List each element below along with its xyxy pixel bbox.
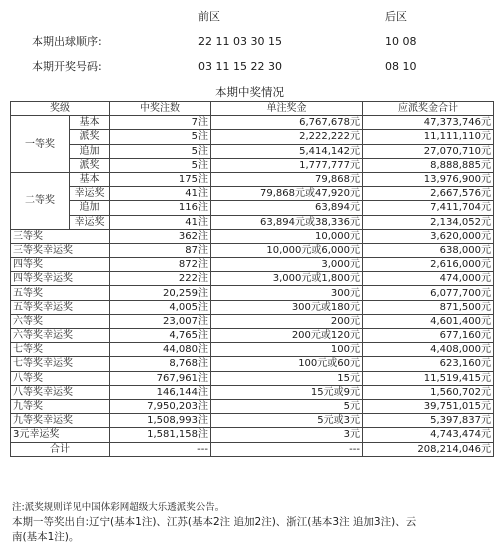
winner-count: 5注 [110, 144, 211, 158]
winner-count: 87注 [110, 243, 211, 257]
total-prize: 39,751,015元 [363, 399, 494, 413]
sub-level: 派奖 [70, 158, 110, 172]
total-prize: 4,601,400元 [363, 314, 494, 328]
front-zone-label: 前区 [198, 10, 220, 23]
total-prize: 4,743,474元 [363, 428, 494, 442]
unit-prize: 1,777,777元 [211, 158, 363, 172]
unit-prize: 300元 [211, 286, 363, 300]
total-prize: 871,500元 [363, 300, 494, 314]
winner-count: 41注 [110, 215, 211, 229]
prize-level: 六等奖 [11, 314, 110, 328]
prize-level: 九等奖 [11, 399, 110, 413]
sub-level: 追加 [70, 201, 110, 215]
total-prize: 3,620,000元 [363, 229, 494, 243]
table-row [11, 428, 494, 442]
table-row [11, 286, 494, 300]
unit-prize: --- [211, 442, 363, 456]
table-row [11, 187, 494, 201]
group-second-prize: 二等奖 [11, 172, 70, 229]
total-prize: 4,408,000元 [363, 343, 494, 357]
table-row [11, 414, 494, 428]
winner-count: 41注 [110, 187, 211, 201]
winner-count: 5注 [110, 130, 211, 144]
prize-level: 八等奖幸运奖 [11, 385, 110, 399]
first-prize-origin [12, 515, 492, 545]
unit-prize: 5元或3元 [211, 414, 363, 428]
table-row [11, 300, 494, 314]
group-first-prize: 一等奖 [11, 116, 70, 173]
column-header-count: 中奖注数 [110, 102, 211, 116]
first-prize-origin-line-2: 南(基本1注)。 [12, 531, 80, 543]
winner-count: 7,950,203注 [110, 399, 211, 413]
total-prize: 5,397,837元 [363, 414, 494, 428]
prize-level: 七等奖幸运奖 [11, 357, 110, 371]
unit-prize: 200元或120元 [211, 329, 363, 343]
back-zone-label: 后区 [385, 10, 407, 23]
column-header-prize: 单注奖金 [211, 102, 363, 116]
total-prize: 677,160元 [363, 329, 494, 343]
total-prize: 27,070,710元 [363, 144, 494, 158]
total-prize: 47,373,746元 [363, 116, 494, 130]
prize-table [10, 101, 494, 457]
total-prize: 6,077,700元 [363, 286, 494, 300]
table-row-total [11, 442, 494, 456]
unit-prize: 63,894元或38,336元 [211, 215, 363, 229]
table-row [11, 258, 494, 272]
prize-level: 五等奖幸运奖 [11, 300, 110, 314]
total-prize: 11,111,110元 [363, 130, 494, 144]
unit-prize: 3,000元或1,800元 [211, 272, 363, 286]
winner-count: 116注 [110, 201, 211, 215]
table-row [11, 201, 494, 215]
draw-order-label: 本期出球顺序: [32, 35, 102, 48]
winner-count: 146,144注 [110, 385, 211, 399]
winning-numbers-label: 本期开奖号码: [32, 60, 102, 73]
prize-level: 五等奖 [11, 286, 110, 300]
sub-level: 基本 [70, 116, 110, 130]
table-row [11, 229, 494, 243]
total-prize: 623,160元 [363, 357, 494, 371]
prize-level: 3元幸运奖 [11, 428, 110, 442]
unit-prize: 10,000元 [211, 229, 363, 243]
winner-count: 8,768注 [110, 357, 211, 371]
table-row [11, 329, 494, 343]
first-prize-origin-line-1: 本期一等奖出自:辽宁(基本1注)、江苏(基本2注 追加2注)、浙江(基本3注 追加3注)、云 [12, 516, 417, 528]
winner-count: --- [110, 442, 211, 456]
prize-level: 三等奖 [11, 229, 110, 243]
unit-prize: 100元 [211, 343, 363, 357]
draw-order-front: 22 11 03 30 15 [198, 35, 282, 48]
total-prize: 638,000元 [363, 243, 494, 257]
draw-order-back: 10 08 [385, 35, 417, 48]
unit-prize: 15元 [211, 371, 363, 385]
table-row [11, 343, 494, 357]
table-row [11, 172, 494, 186]
prize-level: 八等奖 [11, 371, 110, 385]
total-prize: 8,888,885元 [363, 158, 494, 172]
table-row [11, 314, 494, 328]
total-prize: 7,411,704元 [363, 201, 494, 215]
winner-count: 872注 [110, 258, 211, 272]
unit-prize: 63,894元 [211, 201, 363, 215]
column-header-level: 奖级 [11, 102, 110, 116]
table-row [11, 144, 494, 158]
table-row [11, 243, 494, 257]
unit-prize: 6,767,678元 [211, 116, 363, 130]
prize-level: 七等奖 [11, 343, 110, 357]
unit-prize: 2,222,222元 [211, 130, 363, 144]
table-row [11, 130, 494, 144]
unit-prize: 15元或9元 [211, 385, 363, 399]
prize-level: 三等奖幸运奖 [11, 243, 110, 257]
winning-numbers-front: 03 11 15 22 30 [198, 60, 282, 73]
winner-count: 5注 [110, 158, 211, 172]
unit-prize: 3,000元 [211, 258, 363, 272]
table-row [11, 215, 494, 229]
total-prize: 13,976,900元 [363, 172, 494, 186]
winner-count: 1,508,993注 [110, 414, 211, 428]
winner-count: 4,765注 [110, 329, 211, 343]
unit-prize: 10,000元或6,000元 [211, 243, 363, 257]
winning-numbers-back: 08 10 [385, 60, 417, 73]
total-prize: 474,000元 [363, 272, 494, 286]
sub-level: 基本 [70, 172, 110, 186]
unit-prize: 3元 [211, 428, 363, 442]
total-prize: 2,667,576元 [363, 187, 494, 201]
unit-prize: 100元或60元 [211, 357, 363, 371]
total-prize: 1,560,702元 [363, 385, 494, 399]
sub-level: 幸运奖 [70, 215, 110, 229]
unit-prize: 300元或180元 [211, 300, 363, 314]
table-row [11, 272, 494, 286]
table-row [11, 371, 494, 385]
winner-count: 4,005注 [110, 300, 211, 314]
winner-count: 20,259注 [110, 286, 211, 300]
sub-level: 追加 [70, 144, 110, 158]
unit-prize: 5元 [211, 399, 363, 413]
prize-level: 九等奖幸运奖 [11, 414, 110, 428]
winner-count: 23,007注 [110, 314, 211, 328]
table-row [11, 116, 494, 130]
unit-prize: 79,868元或47,920元 [211, 187, 363, 201]
table-title: 本期中奖情况 [215, 85, 284, 99]
sub-level: 派奖 [70, 130, 110, 144]
total-prize: 2,134,052元 [363, 215, 494, 229]
winner-count: 175注 [110, 172, 211, 186]
prize-level: 合计 [11, 442, 110, 456]
unit-prize: 79,868元 [211, 172, 363, 186]
winner-count: 7注 [110, 116, 211, 130]
prize-level: 四等奖 [11, 258, 110, 272]
sub-level: 幸运奖 [70, 187, 110, 201]
table-header-row [11, 102, 494, 116]
winner-count: 767,961注 [110, 371, 211, 385]
total-prize: 208,214,046元 [363, 442, 494, 456]
total-prize: 2,616,000元 [363, 258, 494, 272]
prize-level: 四等奖幸运奖 [11, 272, 110, 286]
total-prize: 11,519,415元 [363, 371, 494, 385]
unit-prize: 5,414,142元 [211, 144, 363, 158]
winner-count: 44,080注 [110, 343, 211, 357]
column-header-total: 应派奖金合计 [363, 102, 494, 116]
table-row [11, 385, 494, 399]
footnote: 注:派奖规则详见中国体彩网超级大乐透派奖公告。 [12, 502, 225, 513]
winner-count: 362注 [110, 229, 211, 243]
winner-count: 222注 [110, 272, 211, 286]
table-row [11, 158, 494, 172]
table-row [11, 357, 494, 371]
unit-prize: 200元 [211, 314, 363, 328]
table-row [11, 399, 494, 413]
prize-level: 六等奖幸运奖 [11, 329, 110, 343]
winner-count: 1,581,158注 [110, 428, 211, 442]
